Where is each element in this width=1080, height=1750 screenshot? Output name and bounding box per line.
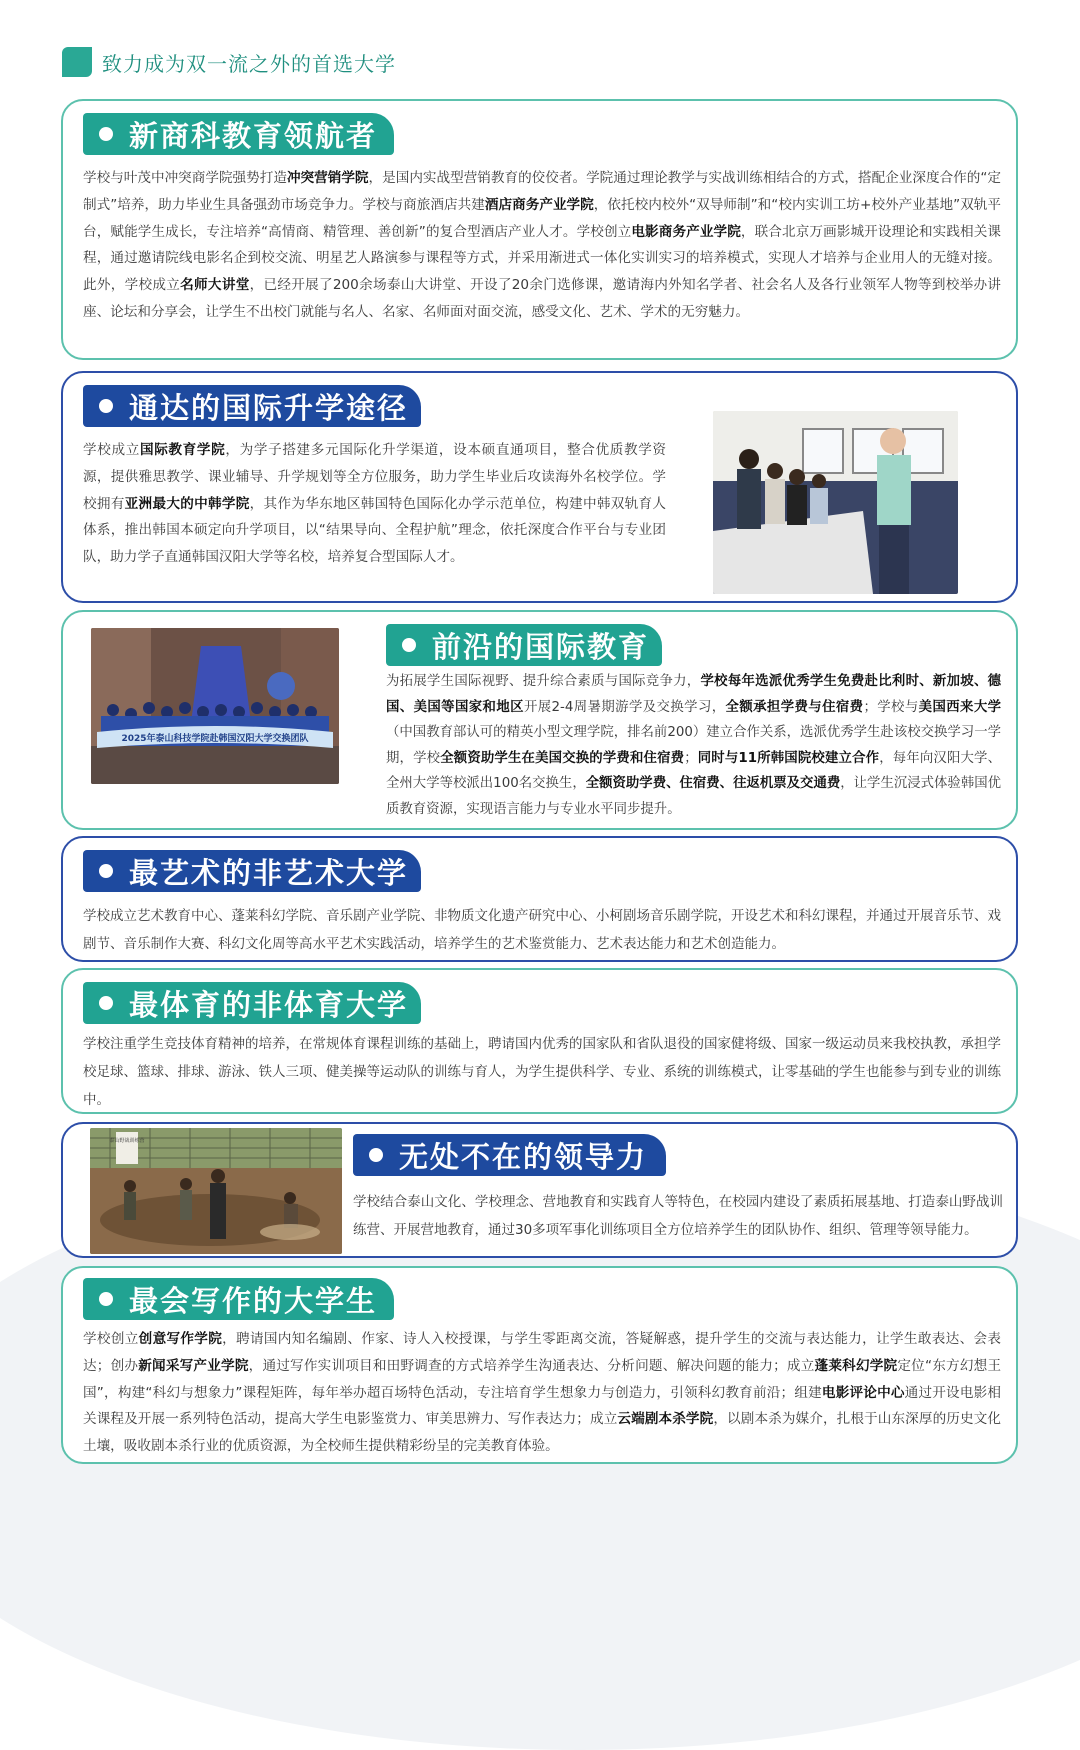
page-title: 致力成为双一流之外的首选大学 bbox=[102, 51, 396, 76]
bullet-dot-icon bbox=[99, 864, 113, 878]
highlight-text: 冲突营销学院 bbox=[286, 170, 369, 186]
body-text: ，聘请国内知名编剧、作家、诗人入校授课，与学生零距离交流，答疑解惑，提升学生的交流与表达能力，让学生敢表达、会表达；创办 bbox=[83, 1331, 1001, 1374]
section-title-pill bbox=[83, 113, 394, 155]
body-text: 为拓展学生国际视野、提升综合素质与国际竞争力， bbox=[386, 674, 701, 689]
section-title: 新商科教育领航者 bbox=[129, 118, 378, 153]
body-text: 定位“东方幻想王国”，构建“科幻与想象力”课程矩阵，每年举办超百场特色活动，专注培育学生想象力与创造力，引领科幻教育前沿；组建 bbox=[83, 1357, 1002, 1401]
highlight-text: 亚洲最大的中韩学院 bbox=[124, 495, 250, 512]
highlight-text: 蓬莱科幻学院 bbox=[814, 1357, 898, 1374]
highlight-text: 酒店商务产业学院 bbox=[484, 196, 594, 213]
section-title: 最会写作的大学生 bbox=[129, 1283, 378, 1318]
section-card-intl-education bbox=[61, 610, 1018, 830]
section-title-pill bbox=[386, 624, 662, 666]
section-title: 前沿的国际教育 bbox=[432, 629, 650, 664]
classroom-photo bbox=[713, 411, 958, 594]
body-text: 学校成立 bbox=[83, 442, 140, 458]
bullet-dot-icon bbox=[402, 638, 416, 652]
body-text: ，以剧本杀为媒介，扎根于山东深厚的历史文化土壤，吸收剧本杀行业的优质资源，为全校师生提供精彩纷呈的完美教育体验。 bbox=[83, 1411, 1001, 1455]
section-body bbox=[353, 1188, 1003, 1244]
section-body bbox=[83, 1326, 1001, 1460]
section-title-pill bbox=[353, 1134, 666, 1176]
section-card-sports bbox=[61, 968, 1018, 1114]
body-text: 开展2-4周暑期游学及交换学习， bbox=[523, 699, 726, 715]
body-text: （中国教育部认可的精英小型文理学院，排名前200）建立合作关系，选派优秀学生赴该校交换学习一学期，学校 bbox=[386, 725, 1001, 766]
body-text: ，依托校内校外“双导师制”和“校内实训工坊+校外产业基地”双轨平台，赋能学生成长，专注培养“高情商、精管理、善创新”的复合型酒店产业人才。学校创立 bbox=[83, 196, 1002, 240]
section-card-leadership bbox=[61, 1122, 1018, 1258]
body-text: ，通过写作实训项目和田野调查的方式培养学生沟通表达、分析问题、解决问题的能力；成立 bbox=[248, 1357, 815, 1374]
section-title: 无处不在的领导力 bbox=[399, 1139, 648, 1174]
highlight-text: 全额资助学费、住宿费、往返机票及交通费 bbox=[585, 776, 841, 792]
body-text: 学校与叶茂中冲突商学院强势打造 bbox=[83, 170, 287, 186]
section-body bbox=[83, 1030, 1001, 1114]
section-card-intl-pathway bbox=[61, 371, 1018, 603]
body-text: 学校创立 bbox=[83, 1331, 139, 1347]
body-text: 通过开设电影相关课程及开展一系列特色活动，提高大学生电影鉴赏力、审美思辨力、写作表达力；成立 bbox=[83, 1384, 1002, 1428]
highlight-text: 同时与11所韩国院校建立合作 bbox=[697, 750, 880, 766]
banner-text: 2025年泰山科技学院赴韩国汉阳大学交换团队 bbox=[121, 734, 309, 744]
bullet-dot-icon bbox=[369, 1148, 383, 1162]
body-text: 学校注重学生竞技体育精神的培养，在常规体育课程训练的基础上，聘请国内优秀的国家队和省队退役的国家健将级、国家一级运动员来我校执教，承担学校足球、篮球、排球、游泳、铁人三项、健美操等运动队的训练与育人，为学生提供科学、专业、系统的训练模式，让零基础的学生也能参与到专业的训练中。 bbox=[83, 1036, 1001, 1108]
highlight-text: 电影商务产业学院 bbox=[631, 223, 741, 240]
section-title: 最艺术的非艺术大学 bbox=[129, 855, 409, 890]
body-text: ，每年向汉阳大学、全州大学等校派出100名交换生， bbox=[386, 750, 1002, 792]
section-title-pill bbox=[83, 385, 421, 427]
section-body bbox=[83, 165, 1001, 326]
section-body bbox=[386, 669, 1001, 823]
section-title-pill bbox=[83, 1278, 394, 1320]
highlight-text: 美国西来大学 bbox=[918, 699, 1002, 715]
section-title-pill bbox=[83, 850, 421, 892]
highlight-text: 国际教育学院 bbox=[139, 442, 226, 458]
highlight-text: 全额承担学费与住宿费 bbox=[725, 699, 864, 715]
highlight-text: 云端剧本杀学院 bbox=[617, 1411, 714, 1428]
highlight-text: 新闻采写产业学院 bbox=[138, 1357, 249, 1374]
body-text: ；学校与 bbox=[863, 699, 919, 715]
section-card-writing bbox=[61, 1266, 1018, 1464]
section-title-pill bbox=[83, 982, 421, 1024]
body-text: 学校成立艺术教育中心、蓬莱科幻学院、音乐剧产业学院、非物质文化遗产研究中心、小柯剧场音乐剧学院，开设艺术和科幻课程，并通过开展音乐节、戏剧节、音乐制作大赛、科幻文化周等高水平艺术实践活动，培养学生的艺术鉴赏能力、艺术表达能力和艺术创造能力。 bbox=[83, 908, 1001, 952]
body-text: ，是国内实战型营销教育的佼佼者。学院通过理论教学与实战训练相结合的方式，搭配企业深度合作的“定制式”培养，助力毕业生具备强劲市场竞争力。学校与商旅酒店共建 bbox=[83, 170, 1002, 213]
body-text: ，其作为华东地区韩国特色国际化办学示范单位，构建中韩双轨育人体系，推出韩国本硕定向升学项目，以“结果导向、全程护航”理念，依托深度合作平台与专业团队，助力学子直通韩国汉阳大学等名校，培养复合型国际人才。 bbox=[83, 495, 667, 566]
highlight-text: 全额资助学生在美国交换的学费和住宿费 bbox=[440, 750, 685, 766]
section-body bbox=[83, 902, 1001, 958]
bullet-dot-icon bbox=[99, 996, 113, 1010]
header-square-icon bbox=[62, 47, 92, 77]
section-title: 最体育的非体育大学 bbox=[129, 987, 409, 1022]
bullet-dot-icon bbox=[99, 1292, 113, 1306]
highlight-text: 名师大讲堂 bbox=[180, 277, 250, 294]
body-text: ，已经开展了200余场泰山大讲堂、开设了20余门选修课，邀请海内外知名学者、社会名人及各行业领军人物等到校举办讲座、论坛和分享会，让学生不出校门就能与名人、名家、名师面对面交流，感受文化、艺术、学术的无穷魅力。 bbox=[83, 277, 1002, 320]
body-text: ，联合北京万画影城开设理论和实践相关课程，通过邀请院线电影名企到校交流、明星艺人路演参与课程等方式，并采用渐进式一体化实训实习的培养模式，实现人才培养与企业用人的无缝对接。此外，学校成立 bbox=[83, 223, 1002, 294]
body-text: 学校结合泰山文化、学校理念、营地教育和实践育人等特色，在校园内建设了素质拓展基地、打造泰山野战训练营、开展营地教育，通过30多项军事化训练项目全方位培养学生的团队协作、组织、管理等领导能力。 bbox=[353, 1194, 1003, 1238]
training-sign: 泰山野战训练营 bbox=[109, 1138, 145, 1144]
section-card-arts bbox=[61, 836, 1018, 962]
body-text: ，让学生沉浸式体验韩国优质教育资源，实现语言能力与专业水平同步提升。 bbox=[386, 776, 1001, 817]
page-header bbox=[62, 46, 396, 78]
section-body bbox=[83, 437, 666, 571]
field-training-photo bbox=[90, 1128, 342, 1254]
section-card-new-business bbox=[61, 99, 1018, 360]
bullet-dot-icon bbox=[99, 399, 113, 413]
bullet-dot-icon bbox=[99, 127, 113, 141]
exchange-team-photo bbox=[91, 628, 339, 784]
section-title: 通达的国际升学途径 bbox=[129, 390, 409, 425]
body-text: ，为学子搭建多元国际化升学渠道，设本硕直通项目，整合优质教学资源，提供雅思教学、课业辅导、升学规划等全方位服务，助力学生毕业后攻读海外名校学位。学校拥有 bbox=[83, 442, 667, 512]
highlight-text: 电影评论中心 bbox=[821, 1384, 905, 1401]
highlight-text: 学校每年选派优秀学生免费赴比利时、新加坡、德国、美国等国家和地区 bbox=[386, 674, 1002, 715]
body-text: ； bbox=[684, 750, 698, 766]
highlight-text: 创意写作学院 bbox=[138, 1331, 223, 1347]
